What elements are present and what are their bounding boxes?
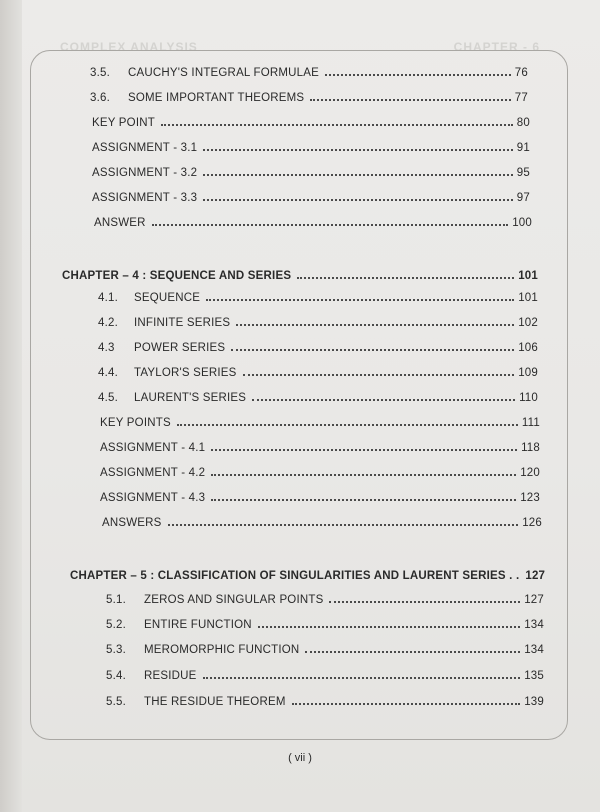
toc-entry — [106, 640, 544, 656]
entry-page: 110 — [519, 392, 538, 404]
toc-entry — [98, 363, 538, 379]
entry-title: TAYLOR'S SERIES — [134, 367, 237, 379]
leader-dots — [297, 276, 514, 279]
leader-dots — [231, 348, 514, 351]
entry-title: POWER SERIES — [134, 342, 226, 354]
leader-dots — [152, 223, 509, 226]
entry-title: SEQUENCE — [134, 292, 201, 304]
entry-page: 100 — [512, 217, 532, 229]
entry-title: ANSWER — [94, 217, 146, 229]
entry-number: 3.6. — [90, 92, 110, 104]
entry-page: 120 — [520, 467, 540, 479]
leader-dots — [203, 676, 521, 679]
toc-entry — [106, 666, 544, 682]
leader-dots — [177, 423, 518, 426]
toc-entry — [100, 488, 540, 504]
bleed-through-right: CHAPTER - 6 — [453, 40, 540, 54]
toc-entry — [106, 615, 544, 631]
entry-title: KEY POINTS — [100, 417, 171, 429]
leader-dots — [305, 650, 520, 653]
toc-entry — [106, 692, 544, 708]
toc-entry — [100, 463, 540, 479]
toc-entry — [98, 313, 538, 329]
entry-page: 102 — [518, 317, 538, 329]
toc-entry — [102, 513, 542, 529]
page-number-footer: ( vii ) — [288, 752, 312, 764]
entry-page: 101 — [518, 292, 538, 304]
entry-page: 106 — [518, 342, 538, 354]
entry-page: 80 — [516, 117, 530, 129]
chapter-title: CHAPTER – 5 : CLASSIFICATION OF SINGULARITIES AND LAURENT SERIES . . — [70, 570, 520, 582]
entry-title: THE RESIDUE THEOREM — [144, 696, 286, 708]
entry-number: 4.4. — [98, 367, 118, 379]
entry-title: LAURENT'S SERIES — [134, 392, 247, 404]
leader-dots — [203, 198, 513, 201]
leader-dots — [211, 448, 517, 451]
entry-page: 126 — [522, 517, 542, 529]
entry-page: 118 — [521, 442, 540, 454]
toc-entry — [98, 388, 538, 404]
entry-page: 123 — [520, 492, 540, 504]
leader-dots — [292, 702, 521, 705]
entry-number: 4.5. — [98, 392, 118, 404]
toc-entry — [94, 213, 532, 229]
leader-dots — [203, 148, 513, 151]
chapter-page: 101 — [518, 270, 538, 282]
entry-page: 139 — [524, 696, 544, 708]
leader-dots — [161, 123, 513, 126]
leader-dots — [236, 323, 514, 326]
entry-title: MEROMORPHIC FUNCTION — [144, 644, 300, 656]
leader-dots — [211, 498, 516, 501]
entry-page: 95 — [516, 167, 530, 179]
toc-entry — [92, 113, 530, 129]
leader-dots — [206, 298, 514, 301]
toc-entry — [98, 338, 538, 354]
book-page-edge — [0, 0, 22, 812]
leader-dots — [325, 73, 511, 76]
toc-entry — [92, 138, 530, 154]
entry-title: INFINITE SERIES — [134, 317, 231, 329]
toc-entry — [90, 88, 528, 104]
chapter-page: 127 — [525, 570, 546, 582]
entry-number: 4.1. — [98, 292, 118, 304]
entry-number: 3.5. — [90, 67, 110, 79]
entry-number: 5.4. — [106, 670, 126, 682]
entry-title: ENTIRE FUNCTION — [144, 619, 252, 631]
chapter-heading — [62, 266, 538, 282]
leader-dots — [168, 523, 519, 526]
entry-title: ASSIGNMENT - 3.1 — [92, 142, 198, 154]
entry-page: 91 — [516, 142, 530, 154]
entry-title: RESIDUE — [144, 670, 197, 682]
entry-number: 5.2. — [106, 619, 126, 631]
entry-page: 76 — [514, 67, 528, 79]
entry-number: 5.5. — [106, 696, 126, 708]
entry-title: ASSIGNMENT - 3.2 — [92, 167, 198, 179]
toc-entry — [106, 590, 544, 606]
entry-number: 4.2. — [98, 317, 118, 329]
toc-entry — [90, 63, 528, 79]
entry-title: ASSIGNMENT - 4.3 — [100, 492, 206, 504]
entry-page: 134 — [524, 644, 544, 656]
toc-entry — [98, 288, 538, 304]
toc-entry — [100, 413, 540, 429]
leader-dots — [243, 373, 515, 376]
leader-dots — [211, 473, 516, 476]
entry-title: ASSIGNMENT - 3.3 — [92, 192, 198, 204]
bleed-through-left: COMPLEX ANALYSIS — [60, 40, 198, 54]
entry-title: ZEROS AND SINGULAR POINTS — [144, 594, 324, 606]
entry-page: 127 — [524, 594, 544, 606]
toc-entry — [92, 163, 530, 179]
entry-title: ASSIGNMENT - 4.2 — [100, 467, 206, 479]
entry-title: ASSIGNMENT - 4.1 — [100, 442, 206, 454]
chapter-heading — [70, 566, 548, 582]
entry-title: SOME IMPORTANT THEOREMS — [128, 92, 305, 104]
entry-number: 5.3. — [106, 644, 126, 656]
entry-page: 109 — [518, 367, 538, 379]
entry-title: ANSWERS — [102, 517, 162, 529]
leader-dots — [329, 600, 520, 603]
entry-page: 111 — [521, 417, 540, 429]
leader-dots — [310, 98, 511, 101]
entry-number: 4.3 — [98, 342, 115, 354]
entry-title: KEY POINT — [92, 117, 155, 129]
leader-dots — [252, 398, 515, 401]
entry-title: CAUCHY'S INTEGRAL FORMULAE — [128, 67, 319, 79]
toc-entry — [92, 188, 530, 204]
entry-page: 77 — [514, 92, 528, 104]
toc-entry — [100, 438, 540, 454]
entry-number: 5.1. — [106, 594, 126, 606]
chapter-title: CHAPTER – 4 : SEQUENCE AND SERIES — [62, 270, 292, 282]
entry-page: 134 — [524, 619, 544, 631]
entry-page: 97 — [516, 192, 530, 204]
leader-dots — [258, 625, 520, 628]
leader-dots — [203, 173, 513, 176]
entry-page: 135 — [524, 670, 544, 682]
